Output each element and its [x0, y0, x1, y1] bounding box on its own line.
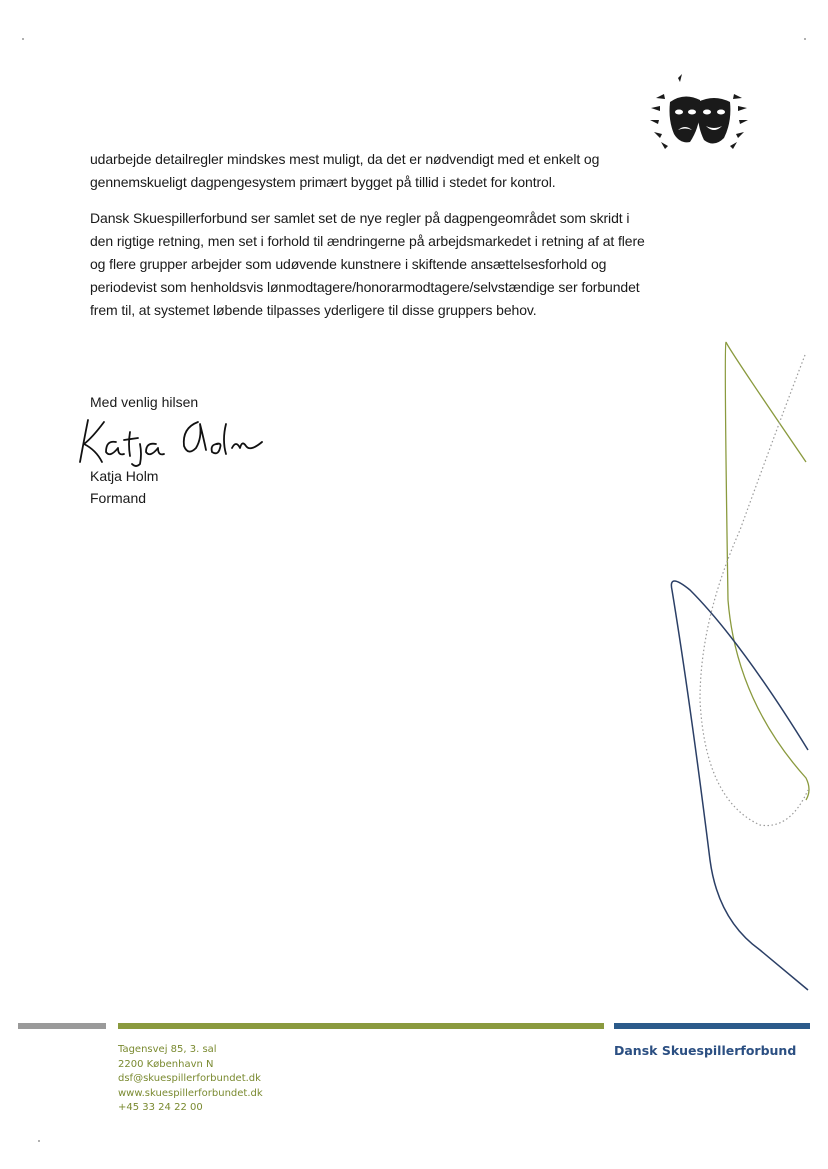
phone-number: +45 33 24 22 00: [118, 1102, 203, 1113]
scan-speck: [22, 38, 24, 40]
decorative-blue-line: [671, 581, 808, 990]
organization-name: Dansk Skuespillerforbund: [614, 1043, 797, 1058]
signature: [70, 410, 280, 468]
theatre-masks-logo: [644, 72, 754, 172]
signer-name: Katja Holm: [90, 468, 159, 484]
signer-block: [90, 465, 158, 509]
address-line: 2200 København N: [118, 1058, 214, 1070]
contact-info: [118, 1043, 263, 1116]
email-link[interactable]: dsf@skuespillerforbundet.dk: [118, 1073, 261, 1084]
scan-speck: [804, 38, 806, 40]
paragraph: udarbejde detailregler mindskes mest muligt, da det er nødvendigt med et enkelt og gennemskueligt dagpengesystem primært bygget på tillid i stedet for kontrol.: [90, 151, 600, 190]
scan-speck: [38, 1140, 40, 1142]
decorative-dotted-line: [700, 355, 808, 826]
closing-salutation: Med venlig hilsen: [90, 394, 199, 410]
letter-body: [90, 148, 650, 335]
paragraph: Dansk Skuespillerforbund ser samlet set de nye regler på dagpengeområdet som skridt i den rigtige retning, men set i forhold til ændringerne på arbejdsmarkedet i retning af at flere og flere grupper arbejder som udøvende kunstnere i skiftende ansættelsesforhold og periodevist som henholdsvis lønmodtagere/honorarmodtagere/selvstændige ser forbundet frem til, at systemet løbende tilpasses yderligere til disse gruppers behov.: [90, 210, 645, 318]
footer-bar-blue: [614, 1023, 810, 1029]
footer-bar-grey: [18, 1023, 106, 1029]
signer-title: Formand: [90, 490, 147, 506]
website-link[interactable]: www.skuespillerforbundet.dk: [118, 1087, 263, 1099]
address-line: Tagensvej 85, 3. sal: [118, 1044, 217, 1055]
footer-bar-green: [118, 1023, 604, 1029]
decorative-green-line: [725, 342, 809, 800]
